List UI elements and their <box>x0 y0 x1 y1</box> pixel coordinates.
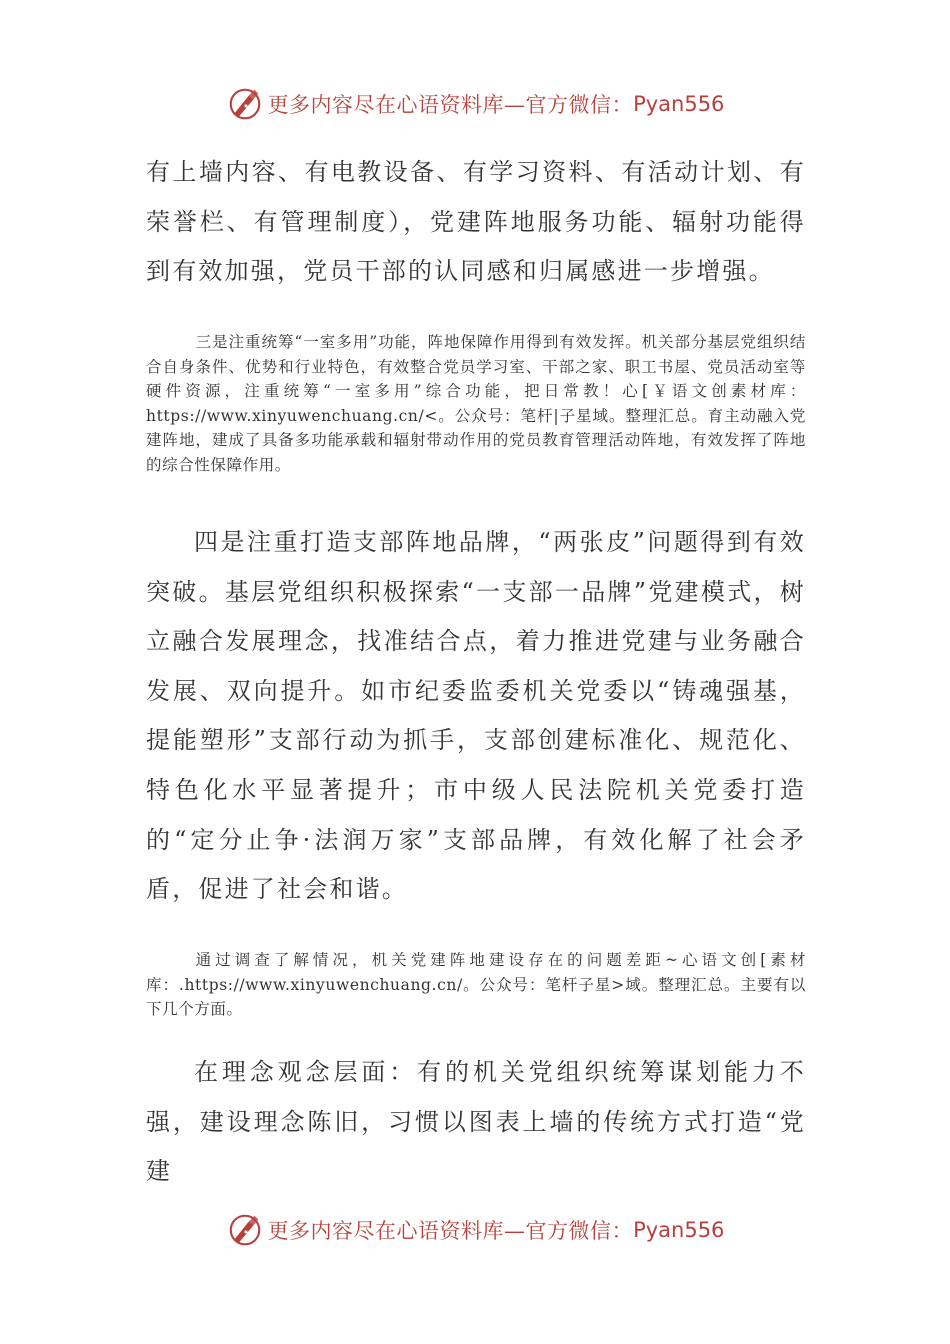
banner-wechat-handle: Pyan556 <box>633 1218 725 1242</box>
paragraph-2: 三是注重统筹“一室多用”功能，阵地保障作用得到有效发挥。机关部分基层党组织结合自身条件、优势和行业特色，有效整合党员学习室、干部之家、职工书屋、党员活动室等硬件资源，注重统筹“一室多用”综合功能，把日常教！心[￥语文创素材库：https://www.xinyuwenchuang.cn/<。公众号：笔杆|子星域。整理汇总。育主动融入党建阵地，建成了具备多功能承载和辐射带动作用的党员教育管理活动阵地，有效发挥了阵地的综合性保障作用。 <box>146 333 806 474</box>
banner-text: 更多内容尽在心语资料库—官方微信： <box>267 1219 634 1243</box>
banner-wechat-handle: Pyan556 <box>633 92 725 116</box>
paragraph-3: 四是注重打造支部阵地品牌，“两张皮”问题得到有效突破。基层党组织积极探索“一支部一品牌”党建模式，树立融合发展理念，找准结合点，着力推进党建与业务融合发展、双向提升。如市纪委监委机关党委以“铸魂强基，提能塑形”支部行动为抓手，支部创建标准化、规范化、特色化水平显著提升；市中级人民法院机关党委打造的“定分止争·法润万家”支部品牌，有效化解了社会矛盾，促进了社会和谐。 <box>146 528 806 904</box>
header-banner <box>0 84 950 124</box>
pen-nib-icon <box>226 85 264 123</box>
banner-text: 更多内容尽在心语资料库—官方微信： <box>267 93 634 117</box>
paragraph-4: 通过调查了解情况，机关党建阵地建设存在的问题差距~心语文创[素材库：.https://www.xinyuwenchuang.cn/。公众号：笔杆子星>域。整理汇总。主要有以下几个方面。 <box>146 951 806 1018</box>
footer-banner <box>0 1210 950 1250</box>
paragraph-5: 在理念观念层面：有的机关党组织统筹谋划能力不强，建设理念陈旧，习惯以图表上墙的传统方式打造“党建 <box>146 1058 806 1186</box>
paragraph-1: 有上墙内容、有电教设备、有学习资料、有活动计划、有荣誉栏、有管理制度），党建阵地服务功能、辐射功能得到有效加强，党员干部的认同感和归属感进一步增强。 <box>146 158 806 286</box>
pen-nib-icon <box>226 1211 264 1249</box>
